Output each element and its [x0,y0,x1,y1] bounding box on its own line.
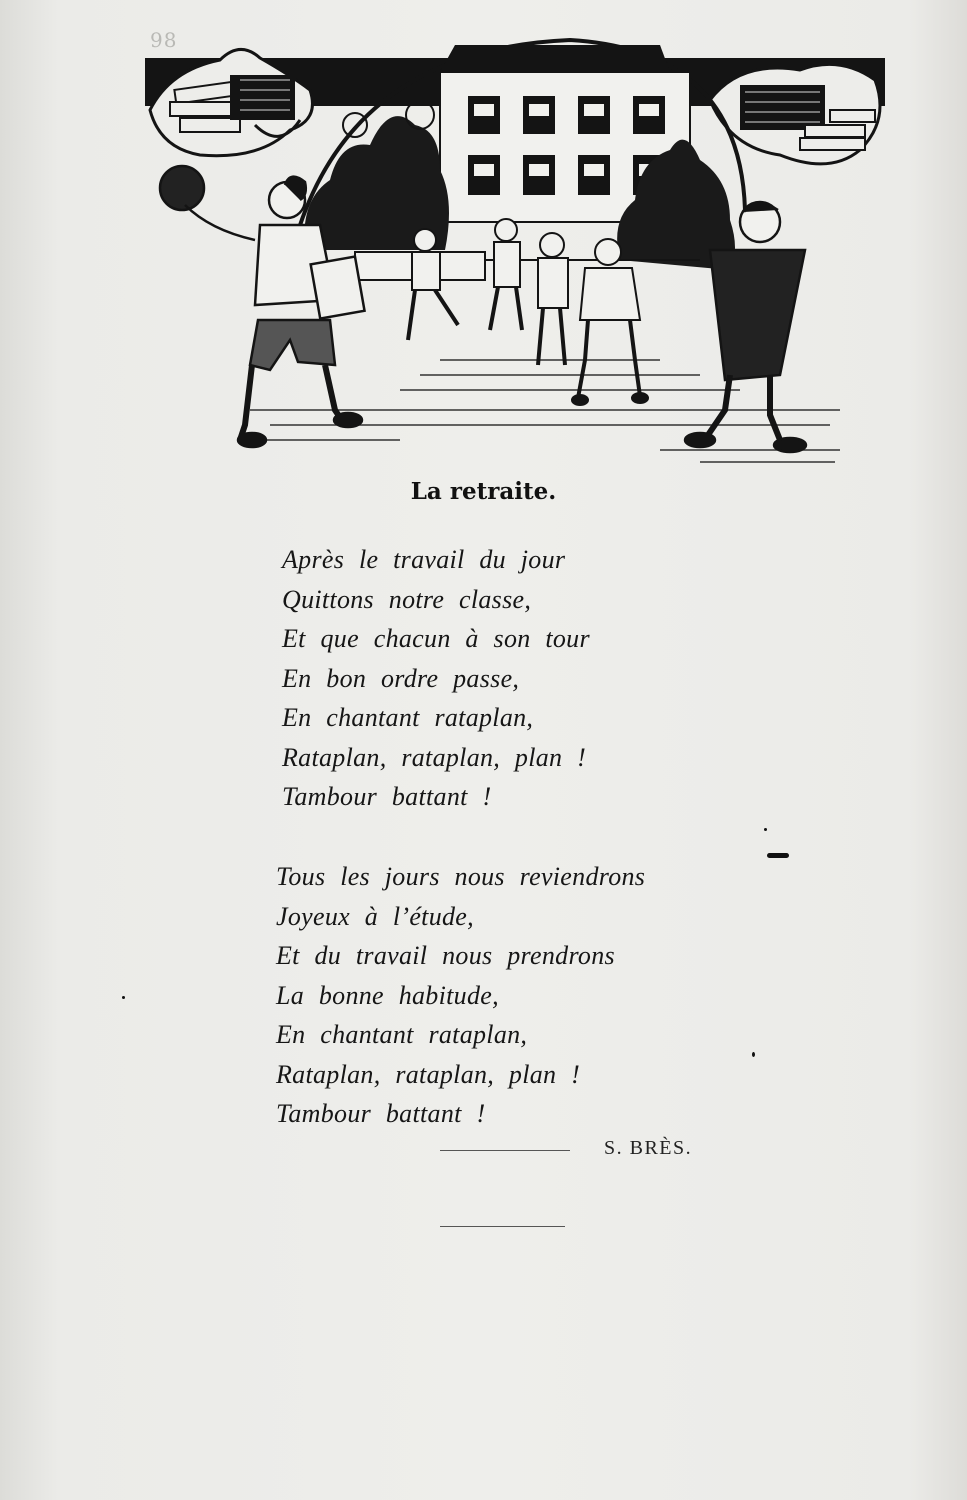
ink-speck [752,1052,755,1057]
poem-line: Rataplan, rataplan, plan ! [276,1059,581,1089]
school-illustration [140,30,890,470]
poem-line: Rataplan, rataplan, plan ! [282,742,587,772]
end-rule [440,1226,565,1227]
stanza-1 [282,540,590,817]
poem-line: En chantant rataplan, [282,703,534,732]
ink-speck [122,996,125,999]
stanza-2 [276,857,645,1134]
poem-line: Tambour battant ! [282,782,492,811]
ink-speck [767,853,789,858]
poem-line: En bon ordre passe, [282,663,520,693]
poem-line: Après le travail du jour [282,545,566,574]
poem-line: Et que chacun à son tour [282,624,590,653]
poem-line: Tous les jours nous reviendrons [276,862,646,891]
poem-line: Quittons notre classe, [282,584,532,614]
ink-speck [764,828,767,831]
poem-line: La bonne habitude, [276,980,499,1010]
poem-line: Tambour battant ! [276,1099,486,1128]
poem-line: Joyeux à l’étude, [276,901,474,931]
poem-line: Et du travail nous prendrons [276,941,615,970]
page-number: 98 [150,28,178,52]
poem-author: S. BRÈS. [604,1137,693,1159]
poem-line: En chantant rataplan, [276,1020,528,1049]
signature-rule [440,1150,570,1151]
poem-title: La retraite. [410,478,557,505]
